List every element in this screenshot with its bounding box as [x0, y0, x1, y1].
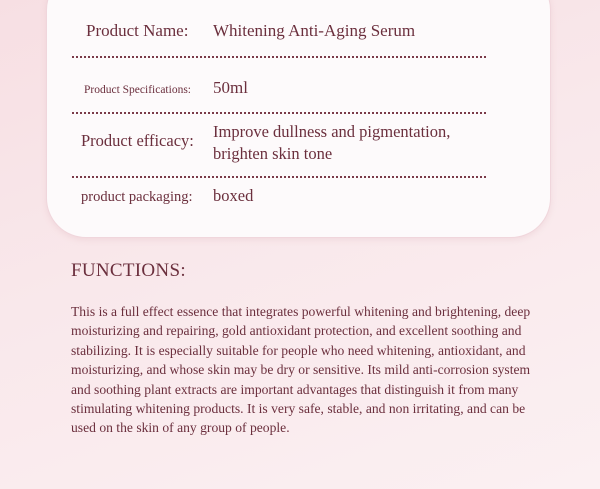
- product-packaging-value: boxed: [213, 186, 254, 205]
- product-name-label: Product Name:: [86, 21, 189, 40]
- product-specifications-label: Product Specifications:: [84, 84, 191, 96]
- product-specifications-value: 50ml: [213, 78, 248, 97]
- dotted-divider: [72, 112, 486, 114]
- dotted-divider: [72, 176, 486, 178]
- product-packaging-label: product packaging:: [81, 189, 193, 205]
- product-name-row: [86, 21, 415, 41]
- functions-heading: FUNCTIONS:: [71, 260, 186, 281]
- functions-description: This is a full effect essence that integrates powerful whitening and brightening, deep moisturizing and repairing, gold antioxidant protection, and excellent soothing and stabilizing. It is especially suitable for people who need whitening, antioxidant, and moisturizing, and whose skin may be dry or sensitive. Its mild anti-corrosion system and soothing plant extracts are important advantages that distinguish it from many stimulating whitening products. It is very safe, stable, and non irritating, and can be used on the skin of any group of people.: [71, 304, 531, 436]
- product-name-value: Whitening Anti-Aging Serum: [213, 21, 416, 40]
- product-specifications-row: [84, 78, 248, 98]
- dotted-divider: [72, 56, 486, 58]
- product-efficacy-label: Product efficacy:: [81, 131, 194, 150]
- product-efficacy-row: [81, 121, 488, 165]
- product-packaging-row: [81, 186, 253, 206]
- product-efficacy-value: Improve dullness and pigmentation, brighten skin tone: [213, 122, 451, 163]
